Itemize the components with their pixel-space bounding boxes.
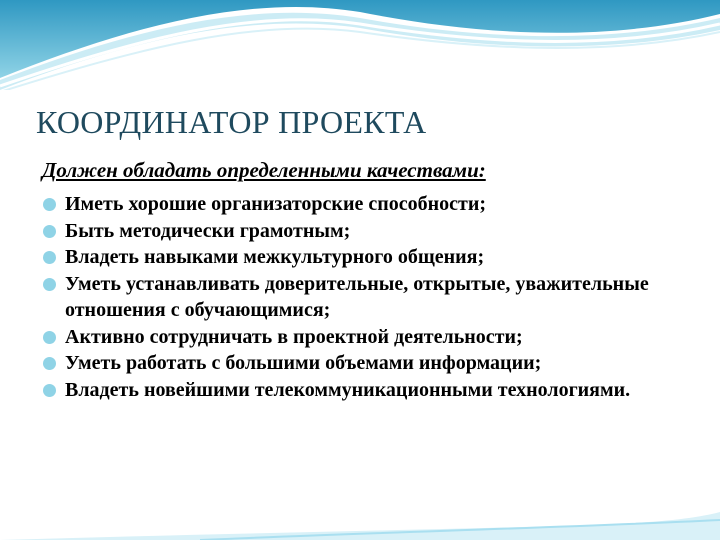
- circle-bullet-icon: [43, 278, 56, 291]
- list-item-text: Иметь хорошие организаторские способности;: [65, 193, 487, 215]
- list-item: [42, 244, 702, 271]
- slide-title: КООРДИНАТОР ПРОЕКТА: [36, 104, 427, 140]
- list-item-text: Активно сотрудничать в проектной деятельности;: [65, 325, 523, 348]
- qualities-list: [42, 191, 702, 403]
- list-item-text: Быть методически грамотным;: [65, 219, 351, 242]
- list-item: [42, 218, 702, 245]
- list-item-text: Владеть новейшими телекоммуникационными технологиями.: [65, 378, 631, 401]
- list-item-text: Уметь работать с большими объемами информации;: [65, 352, 542, 374]
- circle-bullet-icon: [43, 251, 56, 264]
- list-item: [42, 350, 702, 377]
- list-item: [42, 271, 702, 324]
- circle-bullet-icon: [43, 384, 56, 397]
- list-item: [42, 324, 702, 351]
- circle-bullet-icon: [43, 225, 56, 238]
- top-wave-decoration: [0, 0, 720, 90]
- circle-bullet-icon: [43, 357, 56, 370]
- circle-bullet-icon: [43, 331, 56, 344]
- bottom-wave-decoration: [0, 500, 720, 540]
- list-item-text: Уметь устанавливать доверительные, открытые, уважительные отношения с обучающимися;: [65, 272, 649, 321]
- list-item: [42, 377, 702, 404]
- list-item-text: Владеть навыками межкультурного общения;: [65, 246, 485, 268]
- circle-bullet-icon: [43, 198, 56, 211]
- list-item: [42, 191, 702, 218]
- slide-subtitle: Должен обладать определенными качествами:: [42, 158, 486, 182]
